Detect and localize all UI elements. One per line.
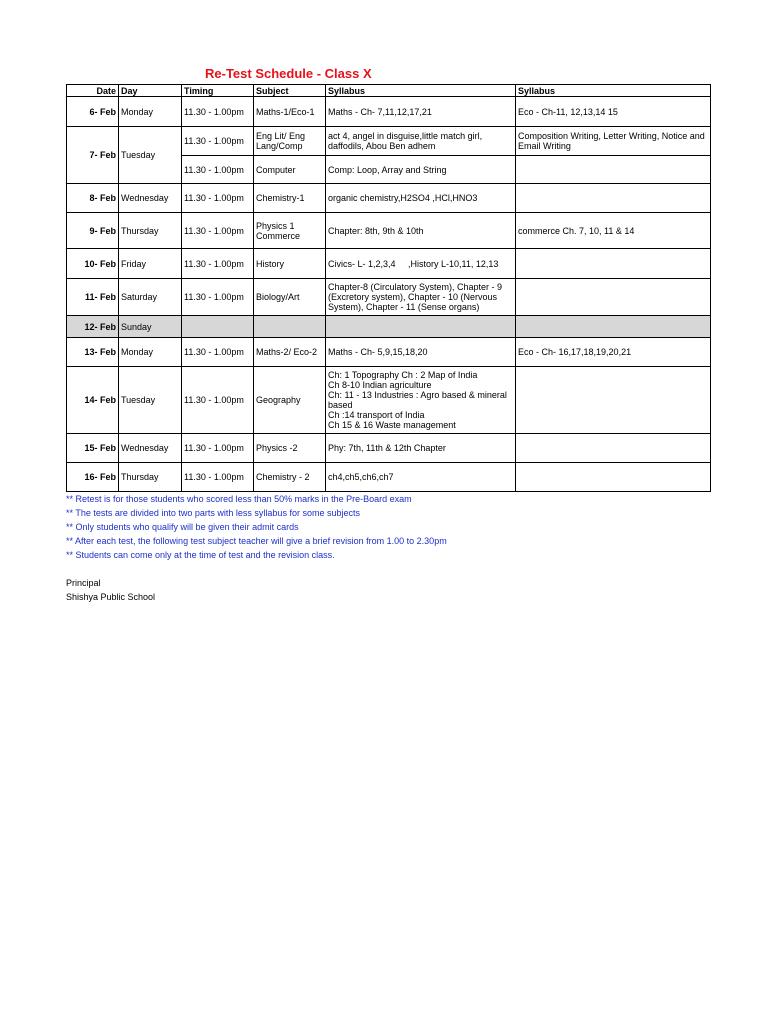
timing-cell: 11.30 - 1.00pm <box>182 156 254 184</box>
subject-cell: Biology/Art <box>254 279 326 316</box>
timing-cell: 11.30 - 1.00pm <box>182 184 254 213</box>
timing-cell: 11.30 - 1.00pm <box>182 367 254 434</box>
subject-cell: Maths-1/Eco-1 <box>254 97 326 127</box>
timing-cell: 11.30 - 1.00pm <box>182 463 254 492</box>
syllabus-2-cell <box>516 463 711 492</box>
date-cell: 7- Feb <box>67 127 119 184</box>
subject-cell: Chemistry-1 <box>254 184 326 213</box>
table-row <box>67 338 711 367</box>
syllabus-2-cell <box>516 184 711 213</box>
day-cell: Thursday <box>119 463 182 492</box>
date-cell: 10- Feb <box>67 249 119 279</box>
note-item: ** Only students who qualify will be given their admit cards <box>66 522 299 532</box>
header-date: Date <box>67 85 119 97</box>
day-cell: Monday <box>119 97 182 127</box>
timing-cell: 11.30 - 1.00pm <box>182 249 254 279</box>
header-subject: Subject <box>254 85 326 97</box>
signature-title: Principal <box>66 578 101 588</box>
syllabus-cell: act 4, angel in disguise,little match girl, daffodils, Abou Ben adhem <box>326 127 516 156</box>
syllabus-cell: Civics- L- 1,2,3,4 ,History L-10,11, 12,13 <box>326 249 516 279</box>
table-header-row <box>67 85 711 97</box>
subject-cell: Geography <box>254 367 326 434</box>
timing-cell: 11.30 - 1.00pm <box>182 97 254 127</box>
syllabus-cell: Chapter-8 (Circulatory System), Chapter - 9 (Excretory system), Chapter - 10 (Nervous System), Chapter - 11 (Sense organs) <box>326 279 516 316</box>
syllabus-cell: organic chemistry,H2SO4 ,HCl,HNO3 <box>326 184 516 213</box>
timing-cell: 11.30 - 1.00pm <box>182 434 254 463</box>
note-item: ** Students can come only at the time of test and the revision class. <box>66 550 335 560</box>
syllabus-cell: Ch: 1 Topography Ch : 2 Map of India Ch 8-10 Indian agriculture Ch: 11 - 13 Industries : Agro based & mineral based Ch :14 transport of India Ch 15 & 16 Waste management <box>326 367 516 434</box>
table-row <box>67 184 711 213</box>
date-cell: 15- Feb <box>67 434 119 463</box>
syllabus-2-cell <box>516 367 711 434</box>
syllabus-cell: Phy: 7th, 11th & 12th Chapter <box>326 434 516 463</box>
day-cell: Saturday <box>119 279 182 316</box>
school-name: Shishya Public School <box>66 592 156 602</box>
timing-cell <box>182 316 254 338</box>
note-item: ** The tests are divided into two parts with less syllabus for some subjects <box>66 508 360 518</box>
table-row <box>67 367 711 434</box>
syllabus-2-cell <box>516 156 711 184</box>
header-syllabus-1: Syllabus <box>326 85 516 97</box>
page-title: Re-Test Schedule - Class X <box>205 66 372 81</box>
syllabus-cell: Chapter: 8th, 9th & 10th <box>326 213 516 249</box>
notes-list <box>66 492 447 562</box>
table-row <box>67 434 711 463</box>
syllabus-cell: Maths - Ch- 5,9,15,18,20 <box>326 338 516 367</box>
note-item: ** After each test, the following test subject teacher will give a brief revision from 1.00 to 2.30pm <box>66 536 447 546</box>
subject-cell: Physics -2 <box>254 434 326 463</box>
syllabus-cell: Comp: Loop, Array and String <box>326 156 516 184</box>
syllabus-cell <box>326 316 516 338</box>
date-cell: 14- Feb <box>67 367 119 434</box>
day-cell: Tuesday <box>119 127 182 184</box>
schedule-table <box>66 84 711 492</box>
syllabus-2-cell: Composition Writing, Letter Writing, Notice and Email Writing <box>516 127 711 156</box>
syllabus-2-cell <box>516 316 711 338</box>
table-row <box>67 249 711 279</box>
subject-cell: History <box>254 249 326 279</box>
syllabus-2-cell <box>516 249 711 279</box>
day-cell: Wednesday <box>119 434 182 463</box>
subject-cell: Maths-2/ Eco-2 <box>254 338 326 367</box>
table-row <box>67 127 711 156</box>
syllabus-cell: ch4,ch5,ch6,ch7 <box>326 463 516 492</box>
date-cell: 8- Feb <box>67 184 119 213</box>
timing-cell: 11.30 - 1.00pm <box>182 279 254 316</box>
subject-cell: Eng Lit/ Eng Lang/Comp <box>254 127 326 156</box>
date-cell: 12- Feb <box>67 316 119 338</box>
date-cell: 9- Feb <box>67 213 119 249</box>
day-cell: Monday <box>119 338 182 367</box>
day-cell: Friday <box>119 249 182 279</box>
day-cell: Sunday <box>119 316 182 338</box>
syllabus-2-cell: Eco - Ch-11, 12,13,14 15 <box>516 97 711 127</box>
syllabus-2-cell <box>516 434 711 463</box>
timing-cell: 11.30 - 1.00pm <box>182 127 254 156</box>
header-day: Day <box>119 85 182 97</box>
subject-cell: Chemistry - 2 <box>254 463 326 492</box>
table-row <box>67 463 711 492</box>
subject-cell <box>254 316 326 338</box>
timing-cell: 11.30 - 1.00pm <box>182 213 254 249</box>
syllabus-2-cell: commerce Ch. 7, 10, 11 & 14 <box>516 213 711 249</box>
day-cell: Thursday <box>119 213 182 249</box>
timing-cell: 11.30 - 1.00pm <box>182 338 254 367</box>
date-cell: 13- Feb <box>67 338 119 367</box>
table-row <box>67 279 711 316</box>
date-cell: 6- Feb <box>67 97 119 127</box>
header-timing: Timing <box>182 85 254 97</box>
table-row <box>67 97 711 127</box>
day-cell: Tuesday <box>119 367 182 434</box>
day-cell: Wednesday <box>119 184 182 213</box>
header-syllabus-2: Syllabus <box>516 85 711 97</box>
subject-cell: Physics 1 Commerce <box>254 213 326 249</box>
date-cell: 16- Feb <box>67 463 119 492</box>
syllabus-cell: Maths - Ch- 7,11,12,17,21 <box>326 97 516 127</box>
subject-cell: Computer <box>254 156 326 184</box>
table-row-sunday <box>67 316 711 338</box>
syllabus-2-cell <box>516 279 711 316</box>
syllabus-2-cell: Eco - Ch- 16,17,18,19,20,21 <box>516 338 711 367</box>
signature-block <box>66 576 155 604</box>
date-cell: 11- Feb <box>67 279 119 316</box>
table-row <box>67 213 711 249</box>
note-item: ** Retest is for those students who scored less than 50% marks in the Pre-Board exam <box>66 494 412 504</box>
